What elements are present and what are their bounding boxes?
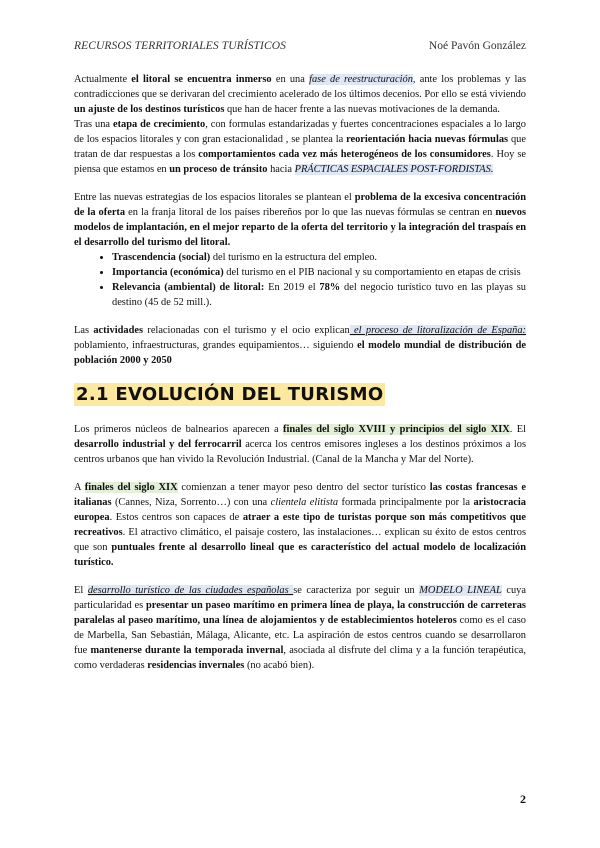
paragraph-modelo-lineal: El desarrollo turístico de las ciudades españolas se caracteriza por seguir un MODELO LINEAL cuya particularidad es presentar un paseo marítimo en primera línea de playa, la construcción de carreteras paralelas al paseo marítimo, una línea de alojamientos y de establecimientos hoteleros como es el caso de Marbella, San Sebastián, Málaga, Alicante, etc. La aspiración de estos centros cuando se desarrollaron fue mantenerse durante la temporada invernal, asociada al disfrute del clima y a la función terapéutica, como verdaderas residencias invernales (no acabó bien). [74,585,527,671]
page-body [74,72,526,673]
list-item: • Importancia (económica) del turismo en el PIB nacional y su comportamiento en etapas de crisis [112,265,526,280]
page-header [74,40,526,56]
section-title: 2.1 EVOLUCIÓN DEL TURISMO [76,384,384,405]
paragraph-balnearios: Los primeros núcleos de balnearios aparecen a finales del siglo XVIII y principios del siglo XIX. El desarrollo industrial y del ferrocarril acerca los centros emisores ingleses a los destinos próximos a los centros urbanos que han vivido la Revolución Industrial. (Canal de la Mancha y Mar del Norte). [74,424,526,465]
bullet-list [74,250,526,310]
header-author: Noé Pavón González [428,40,526,52]
list-item: • Trascendencia (social) del turismo en la estructura del empleo. [112,250,526,265]
header-title: RECURSOS TERRITORIALES TURÍSTICOS [74,40,287,52]
paragraph-actividades: Las actividades relacionadas con el turismo y el ocio explican el proceso de litoralización de España: poblamiento, infraestructuras, grandes equipamientos… siguiendo el modelo mundial de distribución de población 2000 y 2050 [74,325,527,366]
paragraph-crecimiento: Tras una etapa de crecimiento, con formulas estandarizadas y fuertes concentraciones espaciales a lo largo de los espacios litorales y con gran estacionalidad , se plantea la reorientación hacia nuevas fórmulas que tratan de dar respuestas a los comportamientos cada vez más heterogéneos de los consumidores. Hoy se piensa que estamos en un proceso de tránsito hacia PRÁCTICAS ESPACIALES POST-FORDISTAS. [74,119,527,175]
page-number: 2 [520,792,526,806]
paragraph-litoral: Actualmente el litoral se encuentra inmerso en una fase de reestructuración, ante los problemas y las contradicciones que se derivaran del crecimiento acelerado de los últimos decenios. Por ello se está viviendo un ajuste de los destinos turísticos que han de hacer frente a las nuevas motivaciones de la demanda. [74,74,526,115]
list-item: • Relevancia (ambiental) de litoral: En 2019 el 78% del negocio turístico tuvo en las playas su destino (45 de 52 mill.). [112,280,526,310]
paragraph-siglo-xix: A finales del siglo XIX comienzan a tener mayor peso dentro del sector turístico las costas francesas e italianas (Cannes, Niza, Sorrento…) con una clientela elitista formada principalmente por la aristocracia europea. Estos centros son capaces de atraer a este tipo de turistas porque son más competitivos que recreativos. El atractivo climático, el paisaje costero, las instalaciones… explican su éxito de estos centros que son puntuales frente al desarrollo lineal que es característico del actual modelo de localización turístico. [74,482,526,568]
paragraph-estrategias: Entre las nuevas estrategias de los espacios litorales se plantean el problema de la excesiva concentración de la oferta en la franja litoral de los países ribereños por lo que las nuevas fórmulas se centran en nuevos modelos de implantación, en el mejor reparto de la oferta del territorio y la integración del traspaís en el desarrollo del turismo del litoral. [74,192,526,248]
